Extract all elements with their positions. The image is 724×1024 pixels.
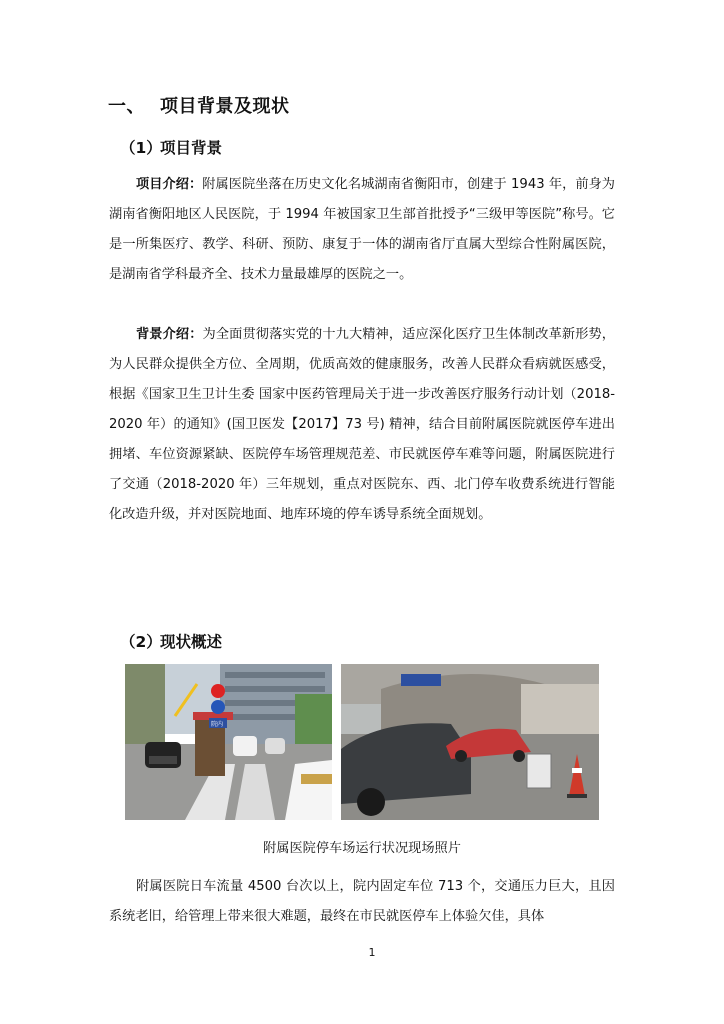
paragraph-label: 项目介绍：	[136, 177, 203, 192]
paragraph-background	[109, 320, 615, 530]
photo-illustration	[341, 664, 599, 820]
subsection-title: 现状概述	[160, 633, 223, 651]
paragraph-text: 附属医院坐落在历史文化名城湖南省衡阳市，创建于 1943 年，前身为湖南省衡阳地区人民医院，于 1994 年被国家卫生部首批授予“三级甲等医院”称号。它是一所集医疗、教学、科研、预防、康复于一体的湖南省厅直属大型综合性附属医院，是湖南省学科最齐全、技术力量最雄厚的医院之一。	[109, 177, 615, 282]
section-number: 一、	[108, 96, 145, 117]
section-heading	[108, 92, 290, 118]
paragraph-project-intro	[109, 170, 615, 290]
page-number: 1	[368, 946, 376, 959]
subsection-number: （2）	[120, 633, 162, 651]
paragraph-label: 背景介绍：	[136, 327, 203, 342]
photo-parking-gate-left	[125, 664, 332, 820]
paragraph-text: 为全面贯彻落实党的十九大精神，适应深化医疗卫生体制改革新形势，为人民群众提供全方位、全周期，优质高效的健康服务，改善人民群众看病就医感受，根据《国家卫生卫计生委 国家中医药管理局关于进一步改善医疗服务行动计划（2018-2020 年）的通知》(国卫医发【2017】73 号) 精神，结合目前附属医院就医停车进出拥堵、车位资源紧缺、医院停车场管理规范差、市民就医停车难等问题，附属医院进行了交通（2018-2020 年）三年规划，重点对医院东、西、北门停车收费系统进行智能化改造升级，并对医院地面、地库环境的停车诱导系统全面规划。	[109, 327, 615, 522]
sign-text: 院内	[211, 721, 224, 728]
photo-caption: 附属医院停车场运行状况现场照片	[263, 841, 461, 856]
subsection-heading-2	[120, 630, 222, 652]
photo-illustration	[125, 664, 332, 820]
subsection-title: 项目背景	[160, 139, 223, 157]
paragraph-text: 附属医院日车流量 4500 台次以上，院内固定车位 713 个，交通压力巨大，且因系统老旧，给管理上带来很大难题，最终在市民就医停车上体验欠佳，具体	[109, 879, 615, 924]
photo-parking-gate-right	[341, 664, 599, 820]
section-title: 项目背景及现状	[160, 96, 290, 117]
paragraph-status	[109, 872, 615, 932]
subsection-heading-1	[120, 136, 222, 158]
subsection-number: （1）	[120, 139, 162, 157]
